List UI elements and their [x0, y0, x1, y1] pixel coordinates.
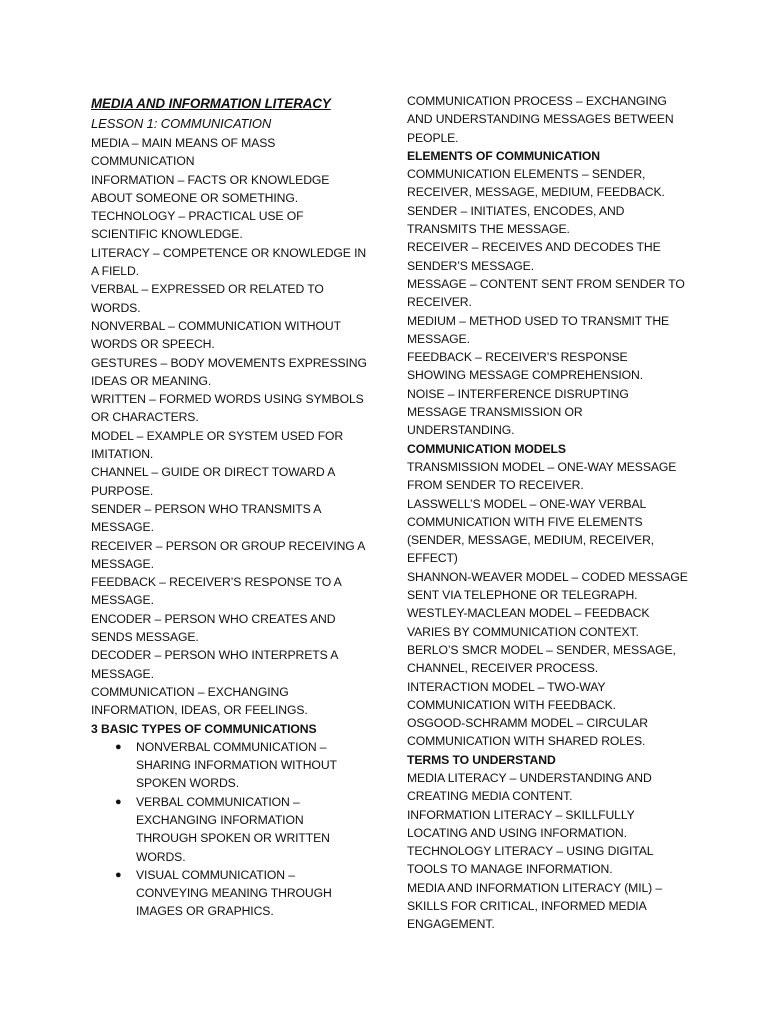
types-list: [91, 738, 371, 921]
elements-heading: ELEMENTS OF COMMUNICATION: [407, 148, 600, 163]
definition-decoder: DECODER – PERSON WHO INTERPRETS A MESSAGE.: [91, 648, 338, 681]
definition-literacy: LITERACY – COMPETENCE OR KNOWLEDGE IN A FIELD.: [91, 245, 367, 279]
model-transmission: TRANSMISSION MODEL – ONE-WAY MESSAGE FROM SENDER TO RECEIVER.: [407, 459, 677, 493]
list-item: [91, 738, 364, 793]
list-item: [91, 793, 364, 866]
model-interaction: INTERACTION MODEL – TWO-WAY COMMUNICATION WITH FEEDBACK.: [407, 679, 616, 712]
element-feedback: FEEDBACK – RECEIVER’S RESPONSE SHOWING MESSAGE COMPREHENSION.: [407, 350, 644, 383]
type-visual: VISUAL COMMUNICATION – CONVEYING MEANING THROUGH IMAGES OR GRAPHICS.: [136, 867, 332, 919]
left-column: [91, 92, 371, 921]
bullet-icon: ●: [115, 740, 122, 753]
model-lasswell: LASSWELL’S MODEL – ONE-WAY VERBAL COMMUNICATION WITH FIVE ELEMENTS (SENDER, MESSAGE, MEDIUM, RECEIVER, EFFECT): [407, 496, 655, 566]
document-title: MEDIA AND INFORMATION LITERACY: [91, 96, 331, 111]
definition-nonverbal: NONVERBAL – COMMUNICATION WITHOUT WORDS OR SPEECH.: [91, 318, 341, 352]
definition-information: INFORMATION – FACTS OR KNOWLEDGE ABOUT SOMEONE OR SOMETHING.: [91, 172, 330, 205]
definition-media: MEDIA – MAIN MEANS OF MASS COMMUNICATION: [91, 136, 276, 169]
definition-communication: COMMUNICATION – EXCHANGING INFORMATION, IDEAS, OR FEELINGS.: [91, 684, 308, 718]
model-berlo-smcr: BERLO’S SMCR MODEL – SENDER, MESSAGE, CHANNEL, RECEIVER PROCESS.: [407, 642, 676, 676]
definition-receiver: RECEIVER – PERSON OR GROUP RECEIVING A MESSAGE.: [91, 538, 365, 571]
models-heading: COMMUNICATION MODELS: [407, 441, 566, 456]
type-nonverbal: NONVERBAL COMMUNICATION – SHARING INFORMATION WITHOUT SPOKEN WORDS.: [136, 739, 337, 791]
definition-verbal: VERBAL – EXPRESSED OR RELATED TO WORDS.: [91, 282, 324, 315]
definition-feedback: FEEDBACK – RECEIVER’S RESPONSE TO A MESSAGE.: [91, 575, 342, 608]
type-verbal: VERBAL COMMUNICATION – EXCHANGING INFORMATION THROUGH SPOKEN OR WRITTEN WORDS.: [136, 794, 330, 864]
list-item: [91, 866, 364, 921]
bullet-icon: ●: [115, 795, 122, 808]
model-osgood-schramm: OSGOOD-SCHRAMM MODEL – CIRCULAR COMMUNICATION WITH SHARED ROLES.: [407, 716, 648, 749]
model-shannon-weaver: SHANNON-WEAVER MODEL – CODED MESSAGE SENT VIA TELEPHONE OR TELEGRAPH.: [407, 569, 688, 603]
definition-gestures: GESTURES – BODY MOVEMENTS EXPRESSING IDEAS OR MEANING.: [91, 355, 367, 388]
definition-model: MODEL – EXAMPLE OR SYSTEM USED FOR IMITATION.: [91, 428, 344, 462]
definition-written: WRITTEN – FORMED WORDS USING SYMBOLS OR CHARACTERS.: [91, 392, 364, 425]
element-overview: COMMUNICATION ELEMENTS – SENDER, RECEIVER, MESSAGE, MEDIUM, FEEDBACK.: [407, 167, 665, 200]
term-technology-literacy: TECHNOLOGY LITERACY – USING DIGITAL TOOLS TO MANAGE INFORMATION.: [407, 844, 653, 877]
term-mil: MEDIA AND INFORMATION LITERACY (MIL) – SKILLS FOR CRITICAL, INFORMED MEDIA ENGAGEMENT.: [407, 880, 663, 932]
term-media-literacy: MEDIA LITERACY – UNDERSTANDING AND CREATING MEDIA CONTENT.: [407, 770, 652, 804]
element-medium: MEDIUM – METHOD USED TO TRANSMIT THE MESSAGE.: [407, 313, 670, 346]
element-sender: SENDER – INITIATES, ENCODES, AND TRANSMITS THE MESSAGE.: [407, 203, 625, 237]
communication-process: COMMUNICATION PROCESS – EXCHANGING AND UNDERSTANDING MESSAGES BETWEEN PEOPLE.: [407, 94, 674, 145]
bullet-icon: ●: [115, 868, 122, 881]
definition-channel: CHANNEL – GUIDE OR DIRECT TOWARD A PURPOSE.: [91, 465, 335, 498]
lesson-heading: LESSON 1: COMMUNICATION: [91, 116, 272, 131]
element-message: MESSAGE – CONTENT SENT FROM SENDER TO RECEIVER.: [407, 276, 685, 310]
element-receiver: RECEIVER – RECEIVES AND DECODES THE SENDER’S MESSAGE.: [407, 240, 661, 273]
definition-technology: TECHNOLOGY – PRACTICAL USE OF SCIENTIFIC KNOWLEDGE.: [91, 209, 304, 242]
terms-heading: TERMS TO UNDERSTAND: [407, 752, 556, 767]
types-heading: 3 BASIC TYPES OF COMMUNICATIONS: [91, 721, 317, 736]
term-information-literacy: INFORMATION LITERACY – SKILLFULLY LOCATING AND USING INFORMATION.: [407, 807, 635, 840]
element-noise: NOISE – INTERFERENCE DISRUPTING MESSAGE TRANSMISSION OR UNDERSTANDING.: [407, 386, 629, 438]
definition-sender: SENDER – PERSON WHO TRANSMITS A MESSAGE.: [91, 501, 321, 535]
right-column: [407, 92, 689, 934]
model-westley-maclean: WESTLEY-MACLEAN MODEL – FEEDBACK VARIES BY COMMUNICATION CONTEXT.: [407, 606, 650, 639]
definition-encoder: ENCODER – PERSON WHO CREATES AND SENDS MESSAGE.: [91, 611, 336, 645]
